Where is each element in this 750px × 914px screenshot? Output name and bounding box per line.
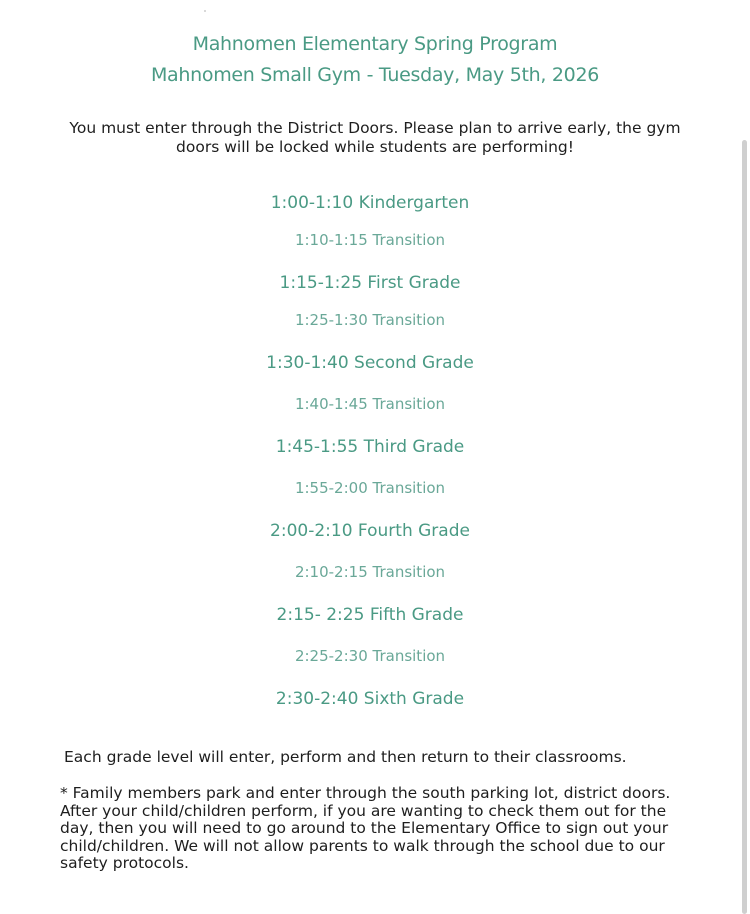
schedule-item-kindergarten: 1:00-1:10 Kindergarten <box>270 193 470 213</box>
schedule-transition-5: 2:10-2:15 Transition <box>294 563 446 581</box>
schedule-item-third-grade: 1:45-1:55 Third Grade <box>275 437 465 457</box>
schedule-transition-1: 1:10-1:15 Transition <box>294 231 446 249</box>
vertical-scrollbar[interactable] <box>742 140 747 914</box>
schedule-transition-3: 1:40-1:45 Transition <box>294 395 446 413</box>
footer-note-parking: * Family members park and enter through the south parking lot, district doors. After your child/children perform, if you are wanting to check them out for the day, then you will need to go around to the Elementary Office to sign out your child/children. We will not allow parents to walk through the school due to our safety protocols. <box>60 784 671 872</box>
schedule-item-first-grade: 1:15-1:25 First Grade <box>279 273 461 293</box>
page-subtitle: Mahnomen Small Gym - Tuesday, May 5th, 2026 <box>150 64 600 86</box>
schedule-transition-4: 1:55-2:00 Transition <box>294 479 446 497</box>
schedule-item-second-grade: 1:30-1:40 Second Grade <box>266 353 474 373</box>
decorative-speck <box>204 10 206 12</box>
schedule-transition-6: 2:25-2:30 Transition <box>294 647 446 665</box>
page-title: Mahnomen Elementary Spring Program <box>192 33 558 55</box>
entry-notice: You must enter through the District Doors. Please plan to arrive early, the gym doors will be locked while students are performing! <box>69 119 681 156</box>
schedule-transition-2: 1:25-1:30 Transition <box>294 311 446 329</box>
schedule-item-fourth-grade: 2:00-2:10 Fourth Grade <box>270 521 470 541</box>
schedule-item-fifth-grade: 2:15- 2:25 Fifth Grade <box>276 605 464 625</box>
schedule-item-sixth-grade: 2:30-2:40 Sixth Grade <box>275 689 465 709</box>
footer-note-grades: Each grade level will enter, perform and then return to their classrooms. <box>64 748 627 766</box>
